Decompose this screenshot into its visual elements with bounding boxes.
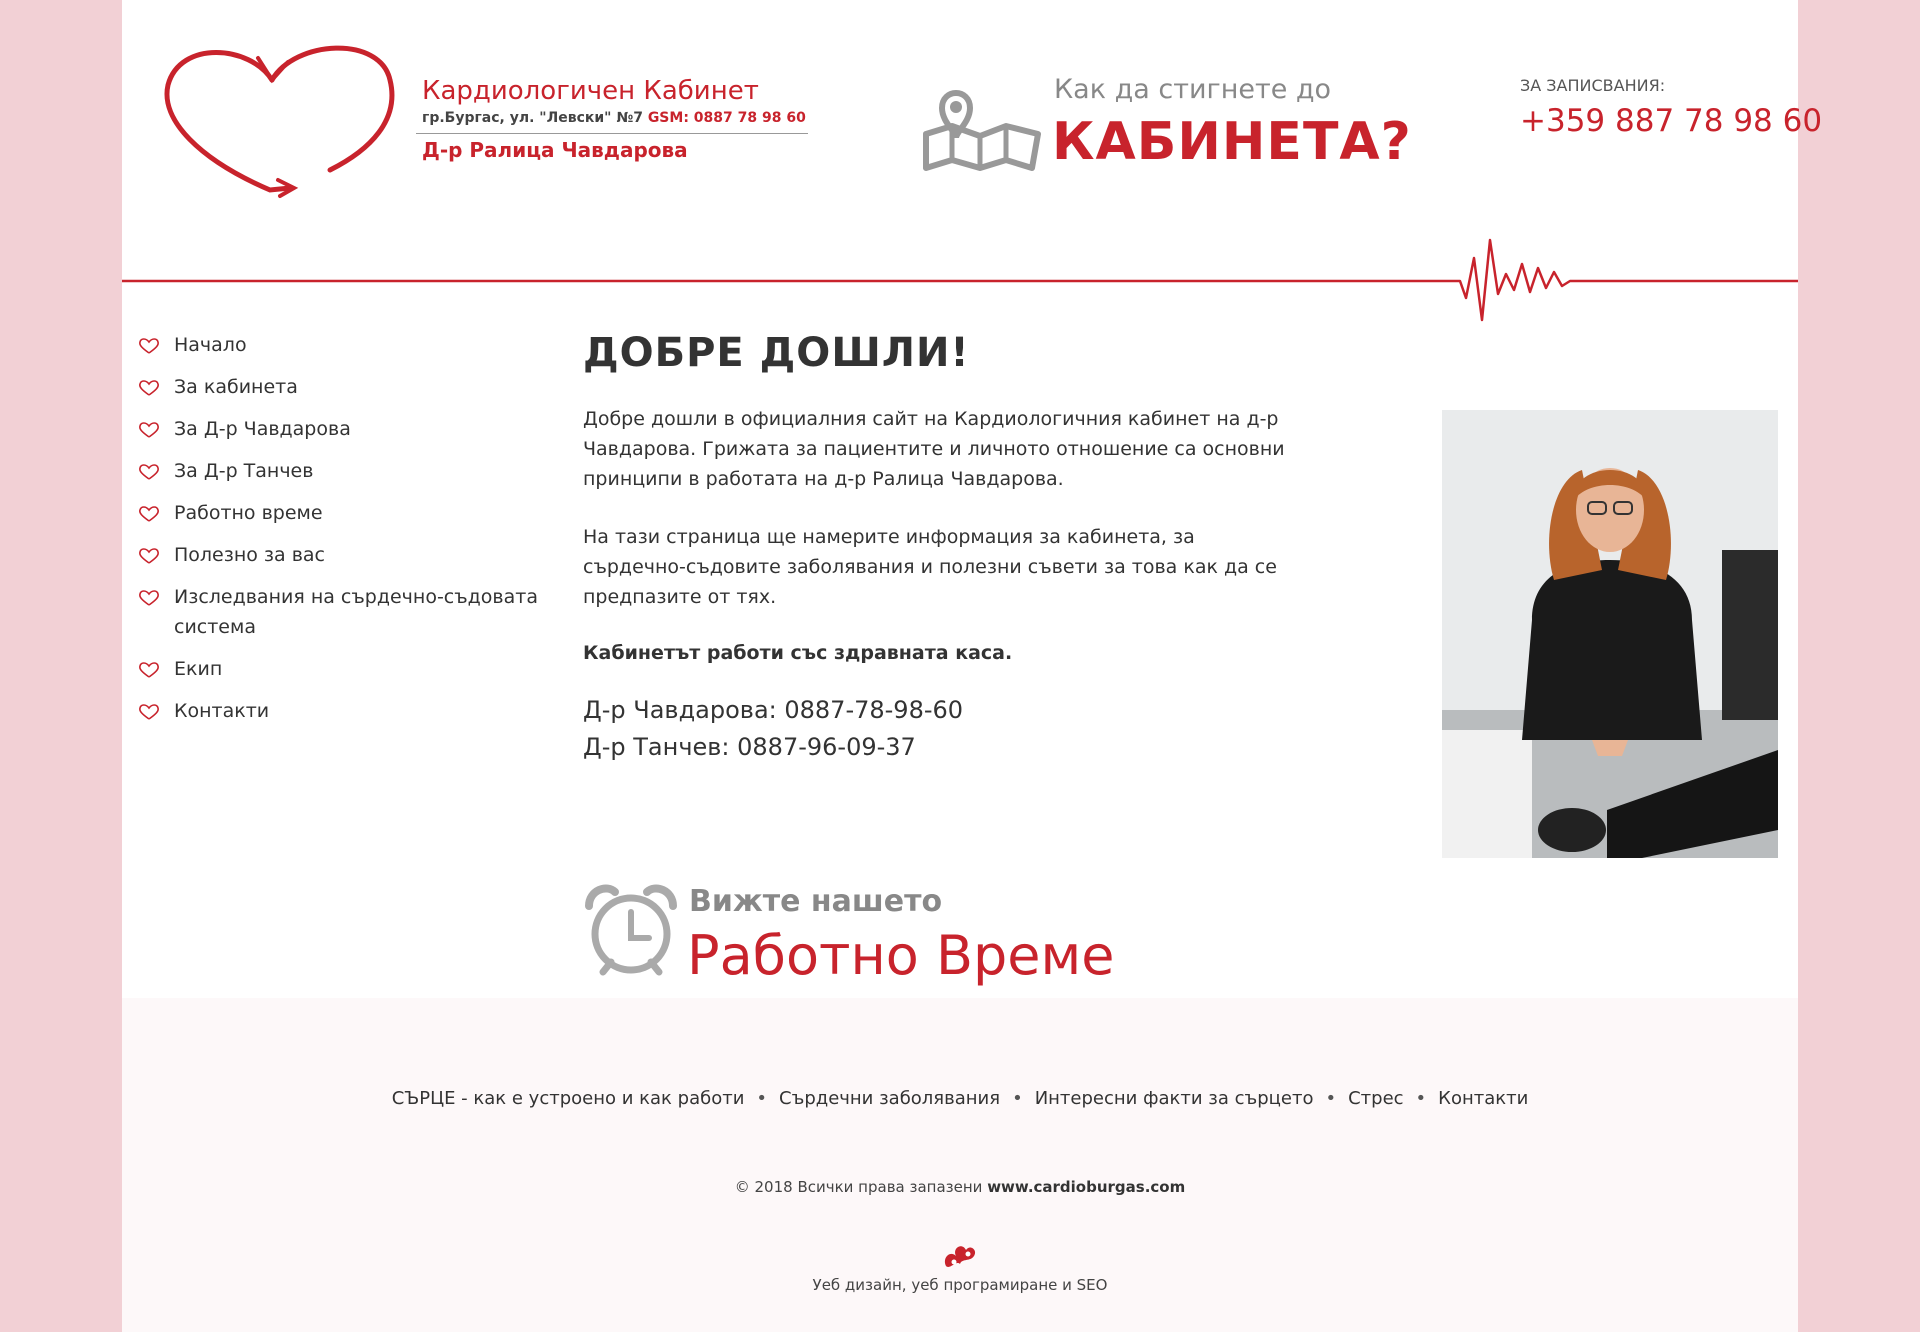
- sidebar-item-examinations[interactable]: [138, 582, 578, 642]
- logo-doctor-name: Д-р Ралица Чавдарова: [422, 138, 688, 162]
- footer-link-facts[interactable]: Интересни факти за сърцето: [1034, 1088, 1314, 1109]
- footer-separator: •: [1415, 1088, 1427, 1109]
- page-container: [122, 0, 1823, 1332]
- directions-small-text: Как да стигнете до: [1054, 74, 1332, 105]
- heart-logo-icon: [160, 40, 410, 200]
- heart-outline-icon: [138, 379, 160, 397]
- appointment-info: [1520, 76, 1823, 139]
- heart-outline-icon: [138, 661, 160, 679]
- site-url[interactable]: www.cardioburgas.com: [987, 1178, 1186, 1196]
- sidebar-item-label: За Д-р Танчев: [174, 460, 314, 482]
- heart-outline-icon: [138, 589, 160, 607]
- logo-address-text: гр.Бургас, ул. "Левски" №7: [422, 110, 643, 126]
- heart-outline-icon: [138, 337, 160, 355]
- footer-link-heart[interactable]: СЪРЦЕ - как е устроено и как работи: [391, 1088, 745, 1109]
- site-footer: [122, 998, 1798, 1332]
- footer-link-stress[interactable]: Стрес: [1348, 1088, 1404, 1109]
- heart-outline-icon: [138, 421, 160, 439]
- phone-tanchev[interactable]: Д-р Танчев: 0887-96-09-37: [583, 733, 916, 761]
- heart-outline-icon: [138, 547, 160, 565]
- info-paragraph: На тази страница ще намерите информация за кабинета, за сърдечно-съдовите заболявания и полезни съвети за това как да се предпазите от тях.: [583, 526, 1277, 608]
- copyright: [122, 1178, 1798, 1196]
- heart-outline-icon: [138, 463, 160, 481]
- sidebar-item-useful[interactable]: [138, 540, 578, 570]
- hours-small-text: Вижте нашето: [689, 884, 943, 919]
- sidebar-item-label: За кабинета: [174, 376, 298, 398]
- footer-separator: •: [1325, 1088, 1337, 1109]
- appointment-phone[interactable]: +359 887 78 98 60: [1520, 103, 1823, 139]
- sidebar-item-label: Работно време: [174, 502, 323, 524]
- sidebar-item-team[interactable]: [138, 654, 578, 684]
- doctor-photo-illustration: [1442, 410, 1778, 858]
- sidebar-item-label: За Д-р Чавдарова: [174, 418, 351, 440]
- map-pin-icon: [922, 74, 1042, 174]
- heart-outline-icon: [138, 505, 160, 523]
- health-fund-note: Кабинетът работи със здравната каса.: [583, 642, 1013, 664]
- footer-nav: [122, 1088, 1798, 1109]
- site-header: [122, 0, 1823, 285]
- logo-gsm-label: GSM:: [647, 110, 689, 126]
- sidebar-item-label: Екип: [174, 658, 223, 680]
- logo-address: [422, 110, 806, 126]
- sidebar-item-about-office[interactable]: [138, 372, 578, 402]
- footer-link-diseases[interactable]: Сърдечни заболявания: [779, 1088, 1001, 1109]
- sidebar-item-about-tanchev[interactable]: [138, 456, 578, 486]
- sidebar-item-label: Полезно за вас: [174, 544, 326, 566]
- doctor-photo: [1442, 410, 1778, 858]
- intro-paragraph: Добре дошли в официалния сайт на Кардиологичния кабинет на д-р Чавдарова. Грижата за пациентите и личното отношение са основни принципи в работата на д-р Ралица Чавдарова.: [583, 408, 1285, 490]
- footer-separator: •: [756, 1088, 768, 1109]
- sidebar-item-contacts[interactable]: [138, 696, 578, 726]
- site-logo[interactable]: [160, 40, 806, 200]
- sidebar-item-label: Контакти: [174, 700, 270, 722]
- hours-big-text: Работно Време: [687, 924, 1115, 987]
- phone-chavdarova[interactable]: Д-р Чавдарова: 0887-78-98-60: [583, 696, 964, 724]
- logo-gsm-number: 0887 78 98 60: [693, 110, 806, 126]
- page-title: ДОБРЕ ДОШЛИ!: [583, 330, 970, 376]
- sidebar-item-about-chavdarova[interactable]: [138, 414, 578, 444]
- directions-big-text: КАБИНЕТА?: [1052, 112, 1412, 172]
- sidebar-item-working-hours[interactable]: [138, 498, 578, 528]
- logo-divider: [416, 133, 808, 134]
- sidebar-item-label: Начало: [174, 334, 247, 356]
- directions-link[interactable]: [922, 70, 1412, 180]
- heart-outline-icon: [138, 703, 160, 721]
- ecg-line-icon: [122, 238, 1798, 324]
- designer-logo-icon[interactable]: [940, 1240, 980, 1272]
- appointment-label: ЗА ЗАПИСВАНИЯ:: [1520, 76, 1666, 95]
- sidebar-nav: [138, 330, 578, 738]
- designer-credit[interactable]: Уеб дизайн, уеб програмиране и SEO: [812, 1276, 1108, 1294]
- copyright-text: © 2018 Всички права запазени: [734, 1178, 983, 1196]
- sidebar-item-label: Изследвания на сърдечно-съдовата система: [174, 586, 538, 638]
- footer-separator: •: [1012, 1088, 1023, 1109]
- working-hours-link[interactable]: [583, 880, 1283, 990]
- footer-link-contacts[interactable]: Контакти: [1438, 1088, 1529, 1109]
- sidebar-item-home[interactable]: [138, 330, 578, 360]
- alarm-clock-icon: [583, 882, 679, 982]
- logo-title: Кардиологичен Кабинет: [422, 76, 759, 106]
